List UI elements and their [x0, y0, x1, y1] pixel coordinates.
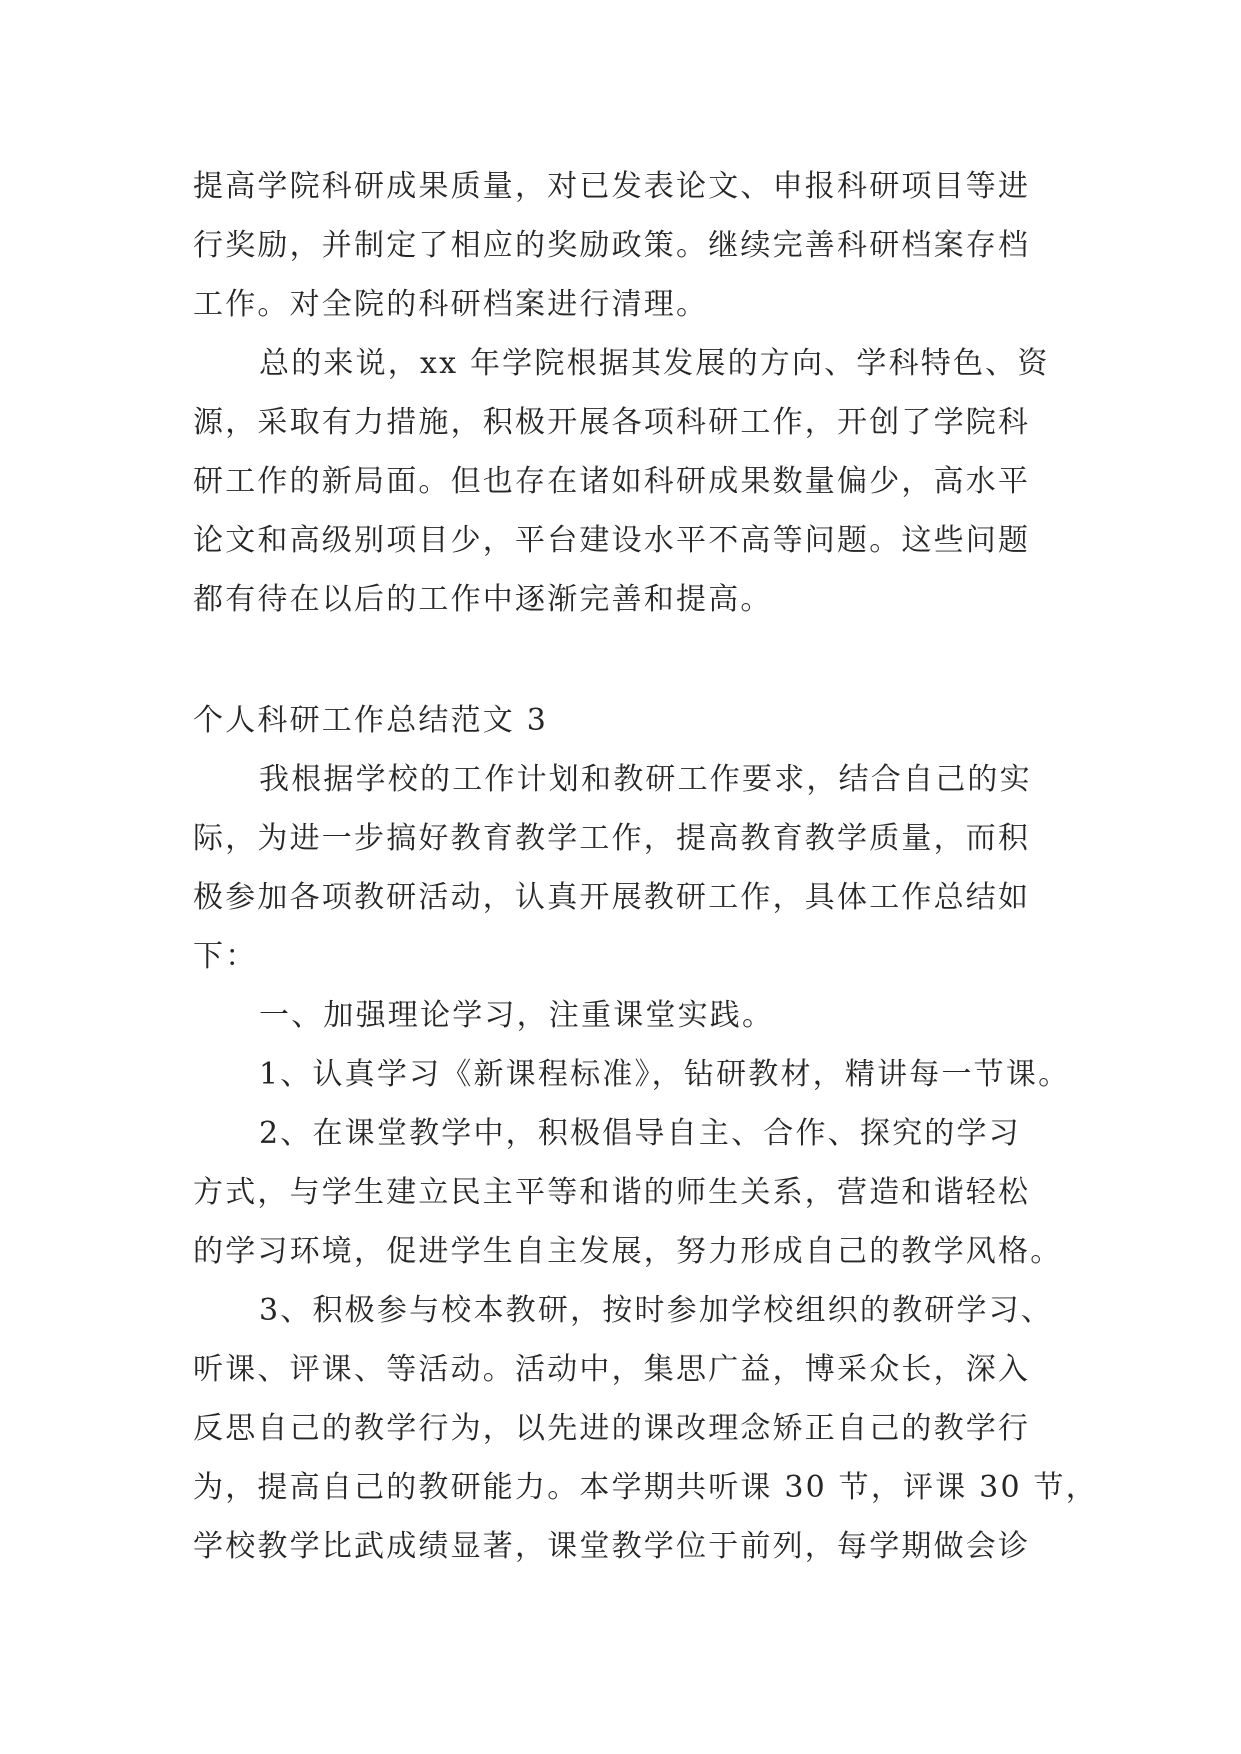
list-item-1: 1、认真学习《新课程标准》，钻研教材，精讲每一节课。 [259, 1057, 1071, 1092]
text-line: 学校教学比武成绩显著，课堂教学位于前列，每学期做会诊 [193, 1529, 1031, 1564]
subheading: 一、加强理论学习，注重课堂实践。 [259, 998, 775, 1033]
text-line: 下： [193, 939, 258, 974]
text-line: 3、积极参与校本教研，按时参加学校组织的教研学习、 [259, 1293, 1054, 1328]
text-line: 行奖励，并制定了相应的奖励政策。继续完善科研档案存档 [193, 228, 1031, 263]
section-spacer [193, 629, 1063, 691]
text-line: 都有待在以后的工作中逐渐完善和提高。 [193, 582, 773, 617]
document-body [193, 157, 1098, 1576]
list-item-3 [193, 1281, 1098, 1576]
text-line: 总的来说，xx 年学院根据其发展的方向、学科特色、资 [259, 346, 1050, 381]
text-line: 反思自己的教学行为，以先进的课改理念矫正自己的教学行 [193, 1411, 1031, 1446]
text-line: 研工作的新局面。但也存在诸如科研成果数量偏少，高水平 [193, 464, 1031, 499]
paragraph-summary [193, 334, 1063, 629]
paragraph-intro [193, 750, 1063, 986]
text-line: 极参加各项教研活动，认真开展教研工作，具体工作总结如 [193, 880, 1031, 915]
text-line: 的学习环境，促进学生自主发展，努力形成自己的教学风格。 [193, 1234, 1063, 1269]
list-item-2 [193, 1104, 1063, 1281]
text-line: 我根据学校的工作计划和教研工作要求，结合自己的实 [259, 762, 1032, 797]
text-line: 际，为进一步搞好教育教学工作，提高教育教学质量，而积 [193, 821, 1031, 856]
text-line: 为，提高自己的教研能力。本学期共听课 30 节，评课 30 节， [193, 1470, 1098, 1505]
paragraph-continuation [193, 157, 1063, 334]
text-line: 听课、评课、等活动。活动中，集思广益，博采众长，深入 [193, 1352, 1031, 1387]
text-line: 2、在课堂教学中，积极倡导自主、合作、探究的学习 [259, 1116, 1021, 1151]
text-line: 论文和高级别项目少，平台建设水平不高等问题。这些问题 [193, 523, 1031, 558]
text-line: 工作。对全院的科研档案进行清理。 [193, 287, 709, 322]
text-line: 方式，与学生建立民主平等和谐的师生关系，营造和谐轻松 [193, 1175, 1031, 1210]
section-title: 个人科研工作总结范文 3 [193, 703, 549, 738]
text-line: 提高学院科研成果质量，对已发表论文、申报科研项目等进 [193, 169, 1031, 204]
text-line: 源，采取有力措施，积极开展各项科研工作，开创了学院科 [193, 405, 1031, 440]
